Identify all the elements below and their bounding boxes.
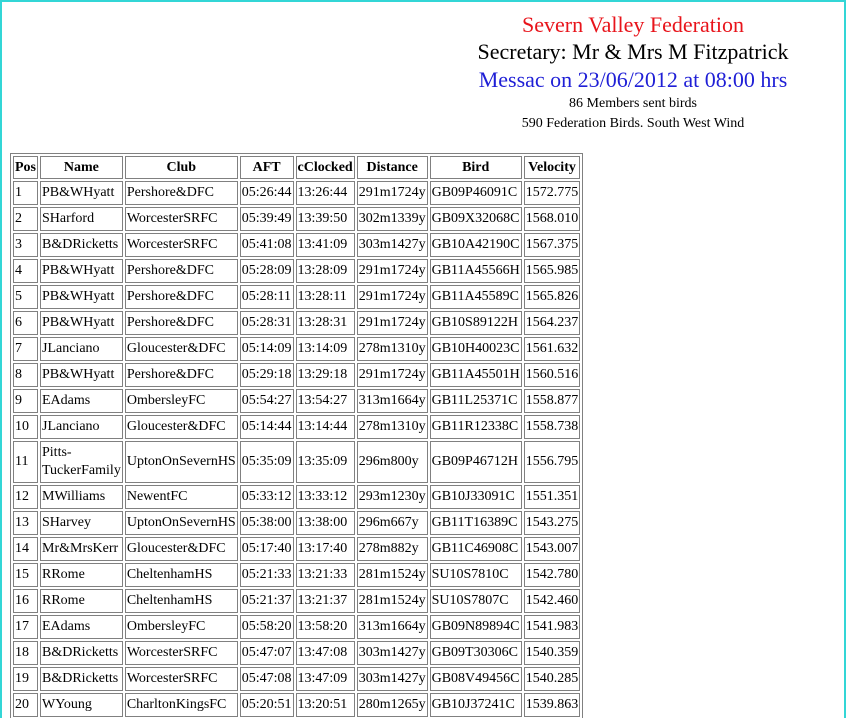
cell-bird: GB11A45566H <box>430 259 522 283</box>
column-header-distance: Distance <box>357 156 428 179</box>
table-row <box>13 485 580 509</box>
cell-velocity: 1543.275 <box>524 511 581 535</box>
cell-velocity: 1541.983 <box>524 615 581 639</box>
cell-velocity: 1568.010 <box>524 207 581 231</box>
cell-club: Gloucester&DFC <box>125 537 238 561</box>
cell-name: PB&WHyatt <box>40 181 123 205</box>
cell-distance: 278m1310y <box>357 415 428 439</box>
column-header-bird: Bird <box>430 156 522 179</box>
cell-aft: 05:26:44 <box>240 181 294 205</box>
cell-name: PB&WHyatt <box>40 285 123 309</box>
cell-club: Gloucester&DFC <box>125 415 238 439</box>
cell-club: UptonOnSevernHS <box>125 511 238 535</box>
cell-cclocked: 13:14:44 <box>296 415 355 439</box>
cell-name: PB&WHyatt <box>40 311 123 335</box>
cell-bird: GB10S89122H <box>430 311 522 335</box>
cell-velocity: 1565.985 <box>524 259 581 283</box>
cell-velocity: 1540.359 <box>524 641 581 665</box>
table-row <box>13 285 580 309</box>
column-header-club: Club <box>125 156 238 179</box>
cell-aft: 05:21:37 <box>240 589 294 613</box>
cell-bird: SU10S7807C <box>430 589 522 613</box>
cell-velocity: 1572.775 <box>524 181 581 205</box>
cell-bird: GB10J33091C <box>430 485 522 509</box>
cell-pos: 11 <box>13 441 38 483</box>
cell-club: UptonOnSevernHS <box>125 441 238 483</box>
cell-club: Gloucester&DFC <box>125 337 238 361</box>
cell-distance: 291m1724y <box>357 181 428 205</box>
cell-cclocked: 13:21:37 <box>296 589 355 613</box>
cell-bird: GB10A42190C <box>430 233 522 257</box>
cell-pos: 15 <box>13 563 38 587</box>
cell-club: WorcesterSRFC <box>125 667 238 691</box>
cell-club: CharltonKingsFC <box>125 693 238 717</box>
cell-club: Pershore&DFC <box>125 311 238 335</box>
table-row <box>13 415 580 439</box>
cell-pos: 3 <box>13 233 38 257</box>
cell-bird: GB09P46091C <box>430 181 522 205</box>
cell-velocity: 1567.375 <box>524 233 581 257</box>
cell-club: Pershore&DFC <box>125 181 238 205</box>
cell-cclocked: 13:14:09 <box>296 337 355 361</box>
cell-pos: 17 <box>13 615 38 639</box>
cell-name: MWilliams <box>40 485 123 509</box>
cell-bird: GB11C46908C <box>430 537 522 561</box>
cell-velocity: 1551.351 <box>524 485 581 509</box>
cell-name: SHarvey <box>40 511 123 535</box>
cell-distance: 280m1265y <box>357 693 428 717</box>
cell-distance: 281m1524y <box>357 563 428 587</box>
cell-bird: GB11A45589C <box>430 285 522 309</box>
cell-distance: 291m1724y <box>357 363 428 387</box>
cell-cclocked: 13:58:20 <box>296 615 355 639</box>
members-count: 86 Members sent birds <box>569 96 697 111</box>
cell-name: EAdams <box>40 389 123 413</box>
cell-bird: GB09N89894C <box>430 615 522 639</box>
cell-distance: 291m1724y <box>357 285 428 309</box>
cell-distance: 313m1664y <box>357 389 428 413</box>
cell-name: SHarford <box>40 207 123 231</box>
cell-club: CheltenhamHS <box>125 563 238 587</box>
cell-name: PB&WHyatt <box>40 259 123 283</box>
column-header-cclocked: cClocked <box>296 156 355 179</box>
federation-title: Severn Valley Federation <box>522 12 744 37</box>
cell-aft: 05:14:09 <box>240 337 294 361</box>
table-row <box>13 207 580 231</box>
table-row <box>13 363 580 387</box>
cell-bird: GB11L25371C <box>430 389 522 413</box>
cell-bird: GB08V49456C <box>430 667 522 691</box>
cell-pos: 14 <box>13 537 38 561</box>
results-table <box>10 153 583 718</box>
cell-cclocked: 13:47:09 <box>296 667 355 691</box>
cell-distance: 303m1427y <box>357 667 428 691</box>
cell-aft: 05:47:07 <box>240 641 294 665</box>
cell-distance: 293m1230y <box>357 485 428 509</box>
cell-aft: 05:28:31 <box>240 311 294 335</box>
cell-cclocked: 13:54:27 <box>296 389 355 413</box>
cell-cclocked: 13:20:51 <box>296 693 355 717</box>
cell-pos: 16 <box>13 589 38 613</box>
cell-velocity: 1561.632 <box>524 337 581 361</box>
cell-velocity: 1539.863 <box>524 693 581 717</box>
cell-pos: 19 <box>13 667 38 691</box>
cell-name: Pitts- TuckerFamily <box>40 441 123 483</box>
cell-aft: 05:28:11 <box>240 285 294 309</box>
table-row <box>13 311 580 335</box>
cell-name: RRome <box>40 589 123 613</box>
table-row <box>13 563 580 587</box>
cell-aft: 05:28:09 <box>240 259 294 283</box>
table-row <box>13 181 580 205</box>
table-body <box>13 181 580 717</box>
cell-distance: 313m1664y <box>357 615 428 639</box>
cell-club: Pershore&DFC <box>125 285 238 309</box>
cell-cclocked: 13:28:11 <box>296 285 355 309</box>
cell-club: WorcesterSRFC <box>125 641 238 665</box>
cell-velocity: 1560.516 <box>524 363 581 387</box>
race-line: Messac on 23/06/2012 at 08:00 hrs <box>478 67 788 92</box>
cell-velocity: 1558.877 <box>524 389 581 413</box>
cell-name: B&DRicketts <box>40 641 123 665</box>
cell-cclocked: 13:33:12 <box>296 485 355 509</box>
table-row <box>13 511 580 535</box>
table-row <box>13 667 580 691</box>
table-row <box>13 537 580 561</box>
cell-cclocked: 13:29:18 <box>296 363 355 387</box>
cell-pos: 7 <box>13 337 38 361</box>
cell-cclocked: 13:47:08 <box>296 641 355 665</box>
cell-bird: GB11T16389C <box>430 511 522 535</box>
cell-pos: 13 <box>13 511 38 535</box>
cell-club: WorcesterSRFC <box>125 207 238 231</box>
cell-bird: GB09P46712H <box>430 441 522 483</box>
cell-pos: 2 <box>13 207 38 231</box>
table-header-row <box>13 156 580 179</box>
cell-name: B&DRicketts <box>40 233 123 257</box>
cell-aft: 05:14:44 <box>240 415 294 439</box>
cell-bird: GB11A45501H <box>430 363 522 387</box>
cell-distance: 291m1724y <box>357 311 428 335</box>
cell-bird: GB10H40023C <box>430 337 522 361</box>
table-row <box>13 389 580 413</box>
cell-name: WYoung <box>40 693 123 717</box>
cell-pos: 9 <box>13 389 38 413</box>
cell-club: WorcesterSRFC <box>125 233 238 257</box>
cell-club: OmbersleyFC <box>125 389 238 413</box>
cell-distance: 302m1339y <box>357 207 428 231</box>
column-header-name: Name <box>40 156 123 179</box>
cell-pos: 12 <box>13 485 38 509</box>
column-header-pos: Pos <box>13 156 38 179</box>
cell-pos: 18 <box>13 641 38 665</box>
cell-aft: 05:54:27 <box>240 389 294 413</box>
cell-aft: 05:58:20 <box>240 615 294 639</box>
table-row <box>13 441 580 483</box>
cell-name: B&DRicketts <box>40 667 123 691</box>
cell-name: EAdams <box>40 615 123 639</box>
cell-velocity: 1556.795 <box>524 441 581 483</box>
cell-pos: 8 <box>13 363 38 387</box>
cell-club: Pershore&DFC <box>125 363 238 387</box>
cell-club: NewentFC <box>125 485 238 509</box>
cell-name: JLanciano <box>40 415 123 439</box>
cell-pos: 5 <box>13 285 38 309</box>
table-row <box>13 615 580 639</box>
cell-club: OmbersleyFC <box>125 615 238 639</box>
column-header-velocity: Velocity <box>524 156 581 179</box>
cell-aft: 05:41:08 <box>240 233 294 257</box>
cell-distance: 278m882y <box>357 537 428 561</box>
cell-velocity: 1542.460 <box>524 589 581 613</box>
cell-cclocked: 13:39:50 <box>296 207 355 231</box>
cell-cclocked: 13:17:40 <box>296 537 355 561</box>
cell-bird: GB10J37241C <box>430 693 522 717</box>
cell-name: RRome <box>40 563 123 587</box>
cell-distance: 281m1524y <box>357 589 428 613</box>
secretary-line: Secretary: Mr & Mrs M Fitzpatrick <box>477 39 789 64</box>
cell-velocity: 1543.007 <box>524 537 581 561</box>
cell-distance: 291m1724y <box>357 259 428 283</box>
cell-cclocked: 13:21:33 <box>296 563 355 587</box>
cell-pos: 20 <box>13 693 38 717</box>
cell-bird: GB11R12338C <box>430 415 522 439</box>
cell-velocity: 1564.237 <box>524 311 581 335</box>
cell-cclocked: 13:35:09 <box>296 441 355 483</box>
cell-distance: 296m800y <box>357 441 428 483</box>
cell-pos: 4 <box>13 259 38 283</box>
table-row <box>13 233 580 257</box>
cell-aft: 05:20:51 <box>240 693 294 717</box>
cell-name: Mr&MrsKerr <box>40 537 123 561</box>
column-header-aft: AFT <box>240 156 294 179</box>
table-row <box>13 589 580 613</box>
table-row <box>13 259 580 283</box>
cell-aft: 05:35:09 <box>240 441 294 483</box>
cell-aft: 05:33:12 <box>240 485 294 509</box>
cell-aft: 05:47:08 <box>240 667 294 691</box>
cell-distance: 303m1427y <box>357 641 428 665</box>
cell-aft: 05:21:33 <box>240 563 294 587</box>
cell-cclocked: 13:28:31 <box>296 311 355 335</box>
cell-pos: 6 <box>13 311 38 335</box>
cell-aft: 05:38:00 <box>240 511 294 535</box>
cell-velocity: 1565.826 <box>524 285 581 309</box>
cell-cclocked: 13:38:00 <box>296 511 355 535</box>
cell-distance: 296m667y <box>357 511 428 535</box>
cell-cclocked: 13:41:09 <box>296 233 355 257</box>
birds-wind: 590 Federation Birds. South West Wind <box>521 116 745 131</box>
cell-pos: 10 <box>13 415 38 439</box>
table-row <box>13 641 580 665</box>
cell-pos: 1 <box>13 181 38 205</box>
cell-name: PB&WHyatt <box>40 363 123 387</box>
table-row <box>13 693 580 717</box>
results-header <box>442 12 824 134</box>
cell-distance: 278m1310y <box>357 337 428 361</box>
cell-cclocked: 13:26:44 <box>296 181 355 205</box>
cell-club: CheltenhamHS <box>125 589 238 613</box>
cell-name: JLanciano <box>40 337 123 361</box>
cell-bird: SU10S7810C <box>430 563 522 587</box>
cell-bird: GB09X32068C <box>430 207 522 231</box>
cell-aft: 05:39:49 <box>240 207 294 231</box>
cell-distance: 303m1427y <box>357 233 428 257</box>
cell-velocity: 1540.285 <box>524 667 581 691</box>
cell-velocity: 1558.738 <box>524 415 581 439</box>
cell-cclocked: 13:28:09 <box>296 259 355 283</box>
cell-club: Pershore&DFC <box>125 259 238 283</box>
cell-velocity: 1542.780 <box>524 563 581 587</box>
cell-aft: 05:17:40 <box>240 537 294 561</box>
table-row <box>13 337 580 361</box>
cell-aft: 05:29:18 <box>240 363 294 387</box>
cell-bird: GB09T30306C <box>430 641 522 665</box>
